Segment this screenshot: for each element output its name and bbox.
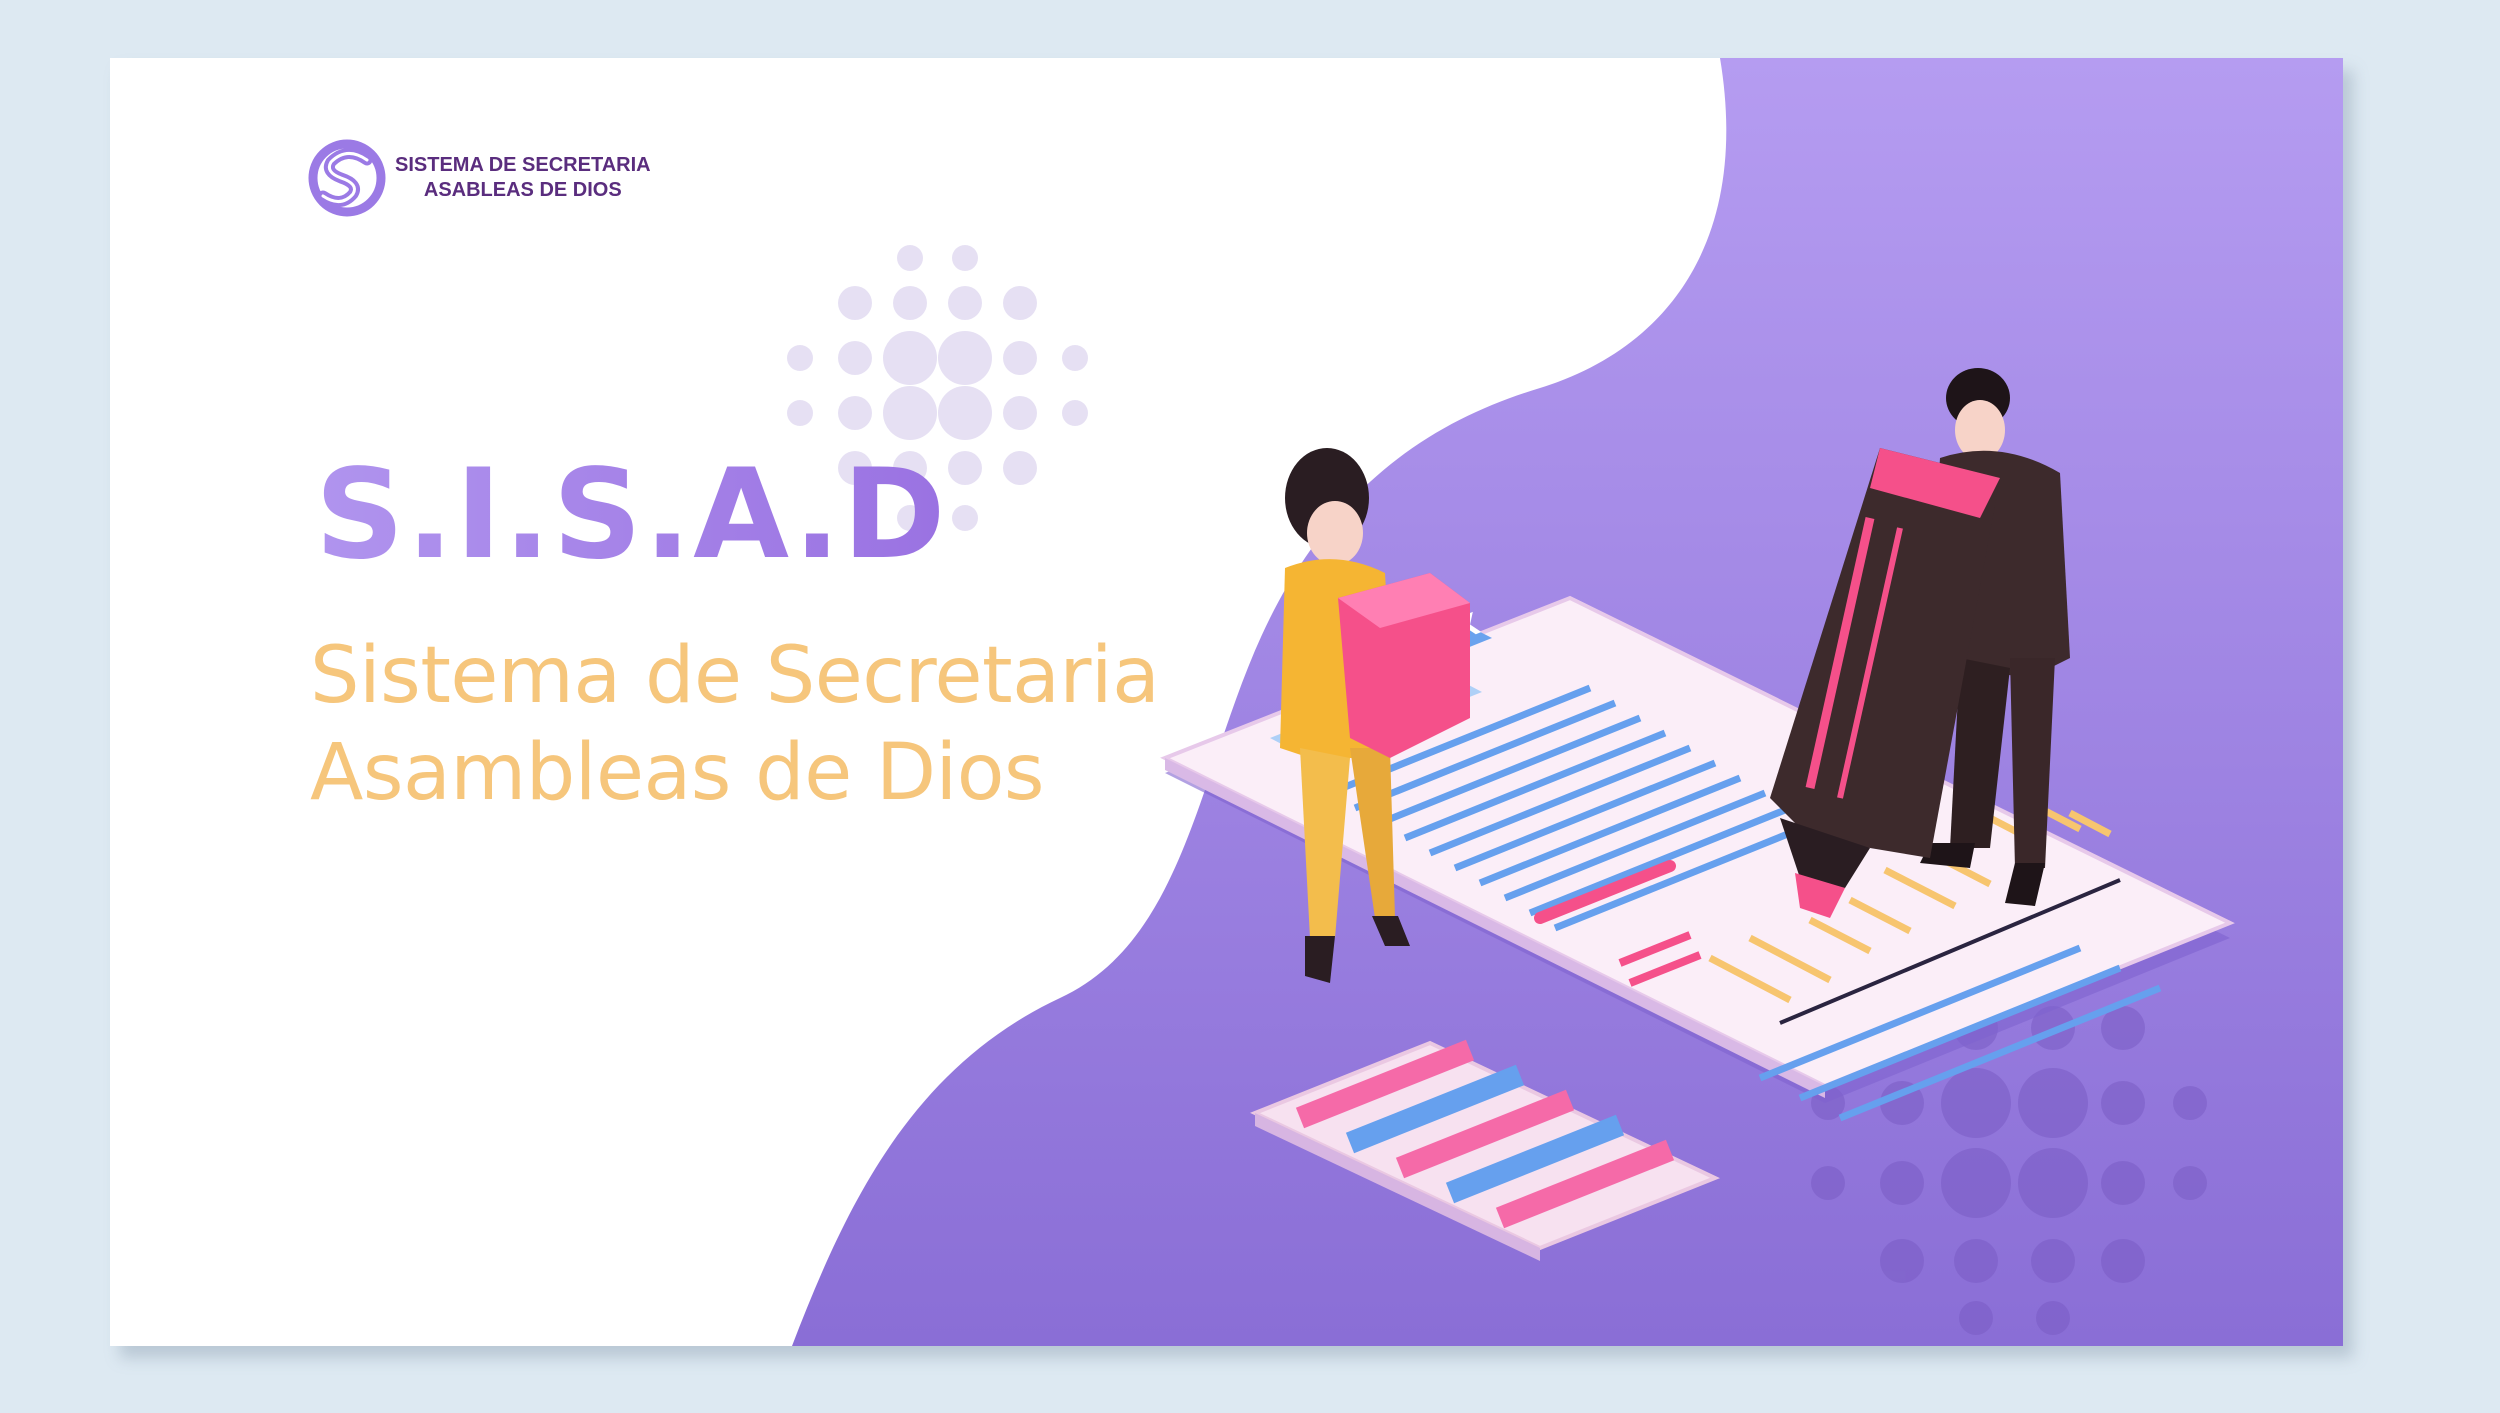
subtitle-line-1: Sistema de Secretaria xyxy=(310,631,1160,721)
page-title: S.I.S.A.D xyxy=(315,443,948,587)
logo-text xyxy=(395,153,651,203)
s-circle-logo-icon xyxy=(307,138,387,218)
logo-line-1: SISTEMA DE SECRETARIA xyxy=(395,154,651,176)
subtitle-line-2: Asambleas de Dios xyxy=(310,728,1045,818)
brand-logo[interactable] xyxy=(307,138,651,218)
man-figure xyxy=(1770,368,2070,918)
logo-line-2: ASABLEAS DE DIOS xyxy=(423,179,622,201)
page-subtitle xyxy=(310,628,1159,822)
hero-card xyxy=(110,58,2343,1346)
